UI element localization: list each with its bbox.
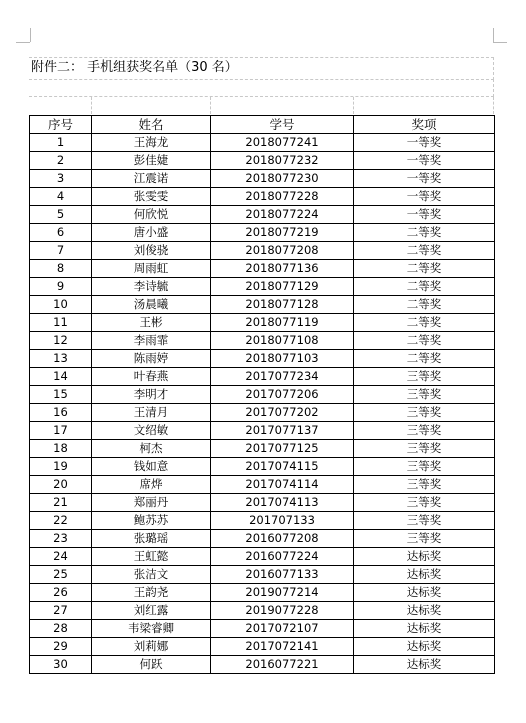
cell-student-id[interactable]: 2018077219 bbox=[211, 224, 354, 242]
header-award[interactable]: 奖项 bbox=[354, 116, 495, 134]
cell-award[interactable]: 二等奖 bbox=[354, 314, 495, 332]
cell-student-id[interactable]: 2018077208 bbox=[211, 242, 354, 260]
cell-index[interactable]: 3 bbox=[30, 170, 92, 188]
cell-award[interactable]: 一等奖 bbox=[354, 206, 495, 224]
header-student-id[interactable]: 学号 bbox=[211, 116, 354, 134]
table-row bbox=[30, 494, 495, 512]
cell-index[interactable]: 17 bbox=[30, 422, 92, 440]
table-row bbox=[30, 170, 495, 188]
cell-index[interactable]: 13 bbox=[30, 350, 92, 368]
table-row bbox=[30, 368, 495, 386]
table-row bbox=[30, 206, 495, 224]
cell-name[interactable]: 陈雨婷 bbox=[92, 350, 211, 368]
cell-award[interactable]: 达标奖 bbox=[354, 638, 495, 656]
table-row bbox=[30, 314, 495, 332]
cell-name[interactable]: 汤晨曦 bbox=[92, 296, 211, 314]
cell-name[interactable]: 王韵尧 bbox=[92, 584, 211, 602]
cell-award[interactable]: 三等奖 bbox=[354, 440, 495, 458]
cell-name[interactable]: 文绍敏 bbox=[92, 422, 211, 440]
cell-award[interactable]: 三等奖 bbox=[354, 368, 495, 386]
cell-name[interactable]: 席烨 bbox=[92, 476, 211, 494]
cell-student-id[interactable]: 2017077206 bbox=[211, 386, 354, 404]
table-row bbox=[30, 404, 495, 422]
table-row bbox=[30, 530, 495, 548]
table-row bbox=[30, 188, 495, 206]
table-row bbox=[30, 476, 495, 494]
cell-name[interactable]: 张洁文 bbox=[92, 566, 211, 584]
cell-index[interactable]: 18 bbox=[30, 440, 92, 458]
cell-student-id[interactable]: 2017077202 bbox=[211, 404, 354, 422]
cell-award[interactable]: 二等奖 bbox=[354, 260, 495, 278]
cell-name[interactable]: 周雨虹 bbox=[92, 260, 211, 278]
cell-index[interactable]: 28 bbox=[30, 620, 92, 638]
cell-award[interactable]: 三等奖 bbox=[354, 530, 495, 548]
cell-award[interactable]: 达标奖 bbox=[354, 548, 495, 566]
table-row bbox=[30, 224, 495, 242]
cell-index[interactable]: 15 bbox=[30, 386, 92, 404]
cell-index[interactable]: 19 bbox=[30, 458, 92, 476]
cell-award[interactable]: 三等奖 bbox=[354, 494, 495, 512]
cell-student-id[interactable]: 2018077232 bbox=[211, 152, 354, 170]
cell-student-id[interactable]: 2018077136 bbox=[211, 260, 354, 278]
cell-index[interactable]: 8 bbox=[30, 260, 92, 278]
cell-name[interactable]: 刘莉娜 bbox=[92, 638, 211, 656]
cell-award[interactable]: 一等奖 bbox=[354, 170, 495, 188]
table-row bbox=[30, 386, 495, 404]
cell-award[interactable]: 二等奖 bbox=[354, 224, 495, 242]
cell-index[interactable]: 26 bbox=[30, 584, 92, 602]
cell-index[interactable]: 23 bbox=[30, 530, 92, 548]
blank-row[interactable] bbox=[29, 79, 494, 97]
cell-index[interactable]: 11 bbox=[30, 314, 92, 332]
cell-name[interactable]: 鲍苏苏 bbox=[92, 512, 211, 530]
cell-award[interactable]: 达标奖 bbox=[354, 584, 495, 602]
cell-index[interactable]: 5 bbox=[30, 206, 92, 224]
header-name[interactable]: 姓名 bbox=[92, 116, 211, 134]
cell-student-id[interactable]: 2017072141 bbox=[211, 638, 354, 656]
cell-name[interactable]: 张璐瑶 bbox=[92, 530, 211, 548]
crop-mark-top-right-vertical bbox=[493, 28, 494, 42]
cell-student-id[interactable]: 2017074113 bbox=[211, 494, 354, 512]
cell-student-id[interactable]: 2019077228 bbox=[211, 602, 354, 620]
cell-name[interactable]: 江震诺 bbox=[92, 170, 211, 188]
cell-index[interactable]: 10 bbox=[30, 296, 92, 314]
cell-award[interactable]: 三等奖 bbox=[354, 422, 495, 440]
table-body bbox=[30, 134, 495, 674]
cell-student-id[interactable]: 2019077214 bbox=[211, 584, 354, 602]
cell-student-id[interactable]: 2018077129 bbox=[211, 278, 354, 296]
cell-student-id[interactable]: 201707133 bbox=[211, 512, 354, 530]
table-row bbox=[30, 656, 495, 674]
cell-student-id[interactable]: 2018077119 bbox=[211, 314, 354, 332]
cell-award[interactable]: 三等奖 bbox=[354, 404, 495, 422]
table-row bbox=[30, 512, 495, 530]
table-row bbox=[30, 602, 495, 620]
table-row bbox=[30, 422, 495, 440]
cell-name[interactable]: 李诗毓 bbox=[92, 278, 211, 296]
cell-student-id[interactable]: 2018077224 bbox=[211, 206, 354, 224]
cell-name[interactable]: 王海龙 bbox=[92, 134, 211, 152]
cell-student-id[interactable]: 2017077137 bbox=[211, 422, 354, 440]
blank-cell[interactable] bbox=[210, 97, 354, 114]
blank-row[interactable] bbox=[29, 97, 493, 114]
cell-index[interactable]: 20 bbox=[30, 476, 92, 494]
table-header-row bbox=[30, 116, 495, 134]
cell-name[interactable]: 柯杰 bbox=[92, 440, 211, 458]
cell-name[interactable]: 钱如意 bbox=[92, 458, 211, 476]
cell-index[interactable]: 7 bbox=[30, 242, 92, 260]
table-row bbox=[30, 242, 495, 260]
table-row bbox=[30, 584, 495, 602]
blank-cell[interactable] bbox=[29, 97, 92, 114]
table-row bbox=[30, 296, 495, 314]
cell-student-id[interactable]: 2017077125 bbox=[211, 440, 354, 458]
cell-award[interactable]: 二等奖 bbox=[354, 350, 495, 368]
table-row bbox=[30, 548, 495, 566]
cell-index[interactable]: 16 bbox=[30, 404, 92, 422]
cell-award[interactable]: 达标奖 bbox=[354, 656, 495, 674]
cell-award[interactable]: 二等奖 bbox=[354, 242, 495, 260]
cell-award[interactable]: 二等奖 bbox=[354, 278, 495, 296]
table-row bbox=[30, 260, 495, 278]
cell-index[interactable]: 12 bbox=[30, 332, 92, 350]
cell-award[interactable]: 三等奖 bbox=[354, 386, 495, 404]
cell-student-id[interactable]: 2017074115 bbox=[211, 458, 354, 476]
cell-student-id[interactable]: 2018077230 bbox=[211, 170, 354, 188]
cell-index[interactable]: 22 bbox=[30, 512, 92, 530]
cell-award[interactable]: 达标奖 bbox=[354, 566, 495, 584]
table-row bbox=[30, 332, 495, 350]
cell-award[interactable]: 三等奖 bbox=[354, 512, 495, 530]
blank-cell[interactable] bbox=[353, 97, 494, 114]
table-row bbox=[30, 134, 495, 152]
table-row bbox=[30, 152, 495, 170]
cell-student-id[interactable]: 2018077128 bbox=[211, 296, 354, 314]
cell-name[interactable]: 刘红露 bbox=[92, 602, 211, 620]
cell-name[interactable]: 何跃 bbox=[92, 656, 211, 674]
cell-award[interactable]: 三等奖 bbox=[354, 476, 495, 494]
cell-index[interactable]: 2 bbox=[30, 152, 92, 170]
table-row bbox=[30, 620, 495, 638]
cell-name[interactable]: 唐小盛 bbox=[92, 224, 211, 242]
cell-student-id[interactable]: 2018077228 bbox=[211, 188, 354, 206]
cell-index[interactable]: 24 bbox=[30, 548, 92, 566]
cell-index[interactable]: 9 bbox=[30, 278, 92, 296]
table-row bbox=[30, 278, 495, 296]
crop-mark-top-left-vertical bbox=[30, 28, 31, 42]
cell-index[interactable]: 14 bbox=[30, 368, 92, 386]
cell-student-id[interactable]: 2018077108 bbox=[211, 332, 354, 350]
cell-student-id[interactable]: 2016077221 bbox=[211, 656, 354, 674]
cell-name[interactable]: 彭佳婕 bbox=[92, 152, 211, 170]
cell-index[interactable]: 4 bbox=[30, 188, 92, 206]
cell-index[interactable]: 27 bbox=[30, 602, 92, 620]
header-index[interactable]: 序号 bbox=[30, 116, 92, 134]
title-cell[interactable] bbox=[29, 57, 494, 80]
cell-name[interactable]: 郑丽丹 bbox=[92, 494, 211, 512]
table-row bbox=[30, 350, 495, 368]
cell-name[interactable]: 张雯雯 bbox=[92, 188, 211, 206]
cell-award[interactable]: 三等奖 bbox=[354, 458, 495, 476]
cell-index[interactable]: 30 bbox=[30, 656, 92, 674]
cell-index[interactable]: 25 bbox=[30, 566, 92, 584]
cell-name[interactable]: 王彬 bbox=[92, 314, 211, 332]
cell-name[interactable]: 李明才 bbox=[92, 386, 211, 404]
cell-student-id[interactable]: 2018077103 bbox=[211, 350, 354, 368]
cell-student-id[interactable]: 2018077241 bbox=[211, 134, 354, 152]
cell-index[interactable]: 29 bbox=[30, 638, 92, 656]
cell-award[interactable]: 二等奖 bbox=[354, 332, 495, 350]
blank-cell[interactable] bbox=[91, 97, 211, 114]
cell-award[interactable]: 二等奖 bbox=[354, 296, 495, 314]
cell-student-id[interactable]: 2017077234 bbox=[211, 368, 354, 386]
cell-student-id[interactable]: 2016077208 bbox=[211, 530, 354, 548]
cell-award[interactable]: 达标奖 bbox=[354, 602, 495, 620]
award-table bbox=[29, 115, 495, 674]
cell-name[interactable]: 王虹懿 bbox=[92, 548, 211, 566]
document-title: 附件二： 手机组获奖名单（30 名） bbox=[31, 60, 238, 75]
crop-mark-top-left-horizontal bbox=[16, 42, 30, 43]
cell-award[interactable]: 达标奖 bbox=[354, 620, 495, 638]
cell-index[interactable]: 1 bbox=[30, 134, 92, 152]
cell-award[interactable]: 一等奖 bbox=[354, 152, 495, 170]
cell-student-id[interactable]: 2016077224 bbox=[211, 548, 354, 566]
cell-name[interactable]: 韦梁睿卿 bbox=[92, 620, 211, 638]
table-row bbox=[30, 440, 495, 458]
cell-name[interactable]: 何欣悦 bbox=[92, 206, 211, 224]
cell-index[interactable]: 21 bbox=[30, 494, 92, 512]
cell-award[interactable]: 一等奖 bbox=[354, 188, 495, 206]
cell-name[interactable]: 叶春燕 bbox=[92, 368, 211, 386]
crop-mark-top-right-horizontal bbox=[493, 42, 507, 43]
cell-student-id[interactable]: 2017074114 bbox=[211, 476, 354, 494]
cell-index[interactable]: 6 bbox=[30, 224, 92, 242]
cell-name[interactable]: 王清月 bbox=[92, 404, 211, 422]
table-row bbox=[30, 566, 495, 584]
table-row bbox=[30, 638, 495, 656]
cell-student-id[interactable]: 2016077133 bbox=[211, 566, 354, 584]
cell-name[interactable]: 李雨霏 bbox=[92, 332, 211, 350]
cell-name[interactable]: 刘俊骁 bbox=[92, 242, 211, 260]
table-row bbox=[30, 458, 495, 476]
cell-student-id[interactable]: 2017072107 bbox=[211, 620, 354, 638]
cell-award[interactable]: 一等奖 bbox=[354, 134, 495, 152]
